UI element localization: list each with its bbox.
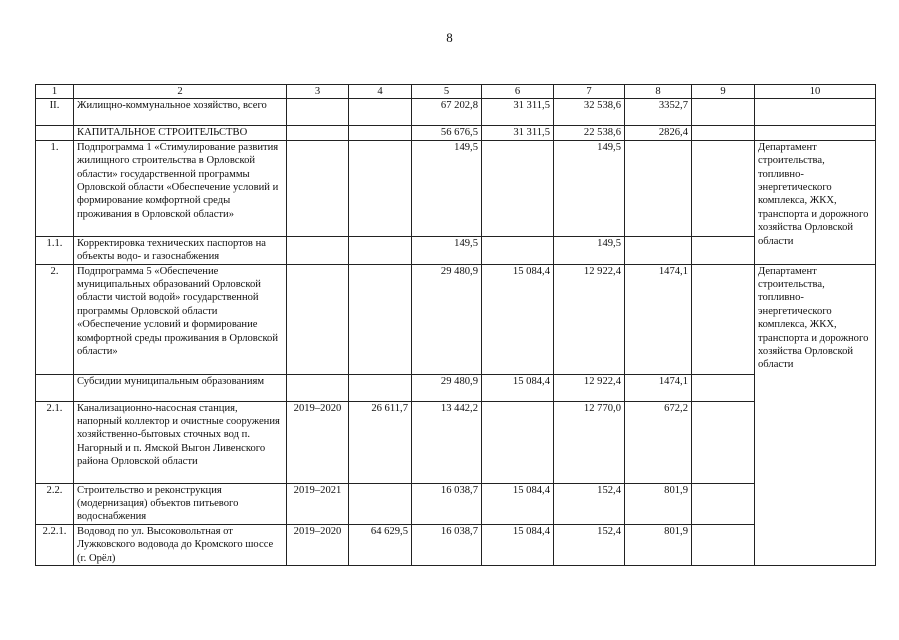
local-cell: 801,9 [625, 524, 692, 565]
regional-cell: 152,4 [554, 483, 625, 524]
local-cell: 2826,4 [625, 126, 692, 140]
local-cell: 1474,1 [625, 264, 692, 374]
total-cell: 13 442,2 [412, 401, 482, 483]
federal-cell: 15 084,4 [482, 483, 554, 524]
executor-cell [755, 126, 876, 140]
item-name-cell: Канализационно-насосная станция, напорный коллектор и очистные сооружения хозяйственно-бытовых сточных вод п. Нагорный и п. Ямской Выгон Ливенского района Орловской области [74, 401, 287, 483]
total-cell: 29 480,9 [412, 374, 482, 401]
column-header: 7 [554, 85, 625, 99]
other-cell [692, 374, 755, 401]
executor-cell: Департамент строительства, топливно-энергетического комплекса, ЖКХ, транспорта и дорожного хозяйства Орловской области [755, 140, 876, 264]
federal-cell: 15 084,4 [482, 524, 554, 565]
row-number-cell [36, 374, 74, 401]
executor-cell [755, 99, 876, 126]
total-cell: 29 480,9 [412, 264, 482, 374]
period-cell [287, 99, 349, 126]
period-cell [287, 236, 349, 264]
table-row [36, 483, 876, 524]
table-row [36, 236, 876, 264]
cost-cell: 26 611,7 [349, 401, 412, 483]
table-row [36, 140, 876, 236]
column-header: 10 [755, 85, 876, 99]
regional-cell: 12 770,0 [554, 401, 625, 483]
item-name-cell: Строительство и реконструкция (модернизация) объектов питьевого водоснабжения [74, 483, 287, 524]
total-cell: 67 202,8 [412, 99, 482, 126]
budget-table [35, 84, 876, 566]
row-number-cell: 2.1. [36, 401, 74, 483]
cost-cell [349, 236, 412, 264]
cost-cell [349, 140, 412, 236]
local-cell [625, 140, 692, 236]
period-cell [287, 126, 349, 140]
row-number-cell: 1.1. [36, 236, 74, 264]
period-cell: 2019–2020 [287, 401, 349, 483]
item-name-cell: Водовод по ул. Высоковольтная от Лужковского водовода до Кромского шоссе (г. Орёл) [74, 524, 287, 565]
regional-cell: 32 538,6 [554, 99, 625, 126]
cost-cell [349, 483, 412, 524]
item-name-cell: Субсидии муниципальным образованиям [74, 374, 287, 401]
other-cell [692, 236, 755, 264]
federal-cell [482, 401, 554, 483]
cost-cell [349, 264, 412, 374]
item-name-cell: Корректировка технических паспортов на объекты водо- и газоснабжения [74, 236, 287, 264]
local-cell: 1474,1 [625, 374, 692, 401]
period-cell [287, 374, 349, 401]
table-row [36, 264, 876, 374]
other-cell [692, 524, 755, 565]
column-header: 1 [36, 85, 74, 99]
row-number-cell: 2. [36, 264, 74, 374]
federal-cell [482, 236, 554, 264]
table-row [36, 99, 876, 126]
federal-cell: 31 311,5 [482, 99, 554, 126]
other-cell [692, 264, 755, 374]
regional-cell: 22 538,6 [554, 126, 625, 140]
column-header: 3 [287, 85, 349, 99]
column-header: 8 [625, 85, 692, 99]
other-cell [692, 99, 755, 126]
item-name-cell: Подпрограмма 1 «Стимулирование развития жилищного строительства в Орловской области» государственной программы Орловской области «Обеспечение условий и формирование комфортной среды проживания в Орловской области» [74, 140, 287, 236]
row-number-cell: 2.2. [36, 483, 74, 524]
column-number-row [36, 85, 876, 99]
column-header: 5 [412, 85, 482, 99]
row-number-cell: 2.2.1. [36, 524, 74, 565]
other-cell [692, 126, 755, 140]
cost-cell [349, 126, 412, 140]
column-header: 6 [482, 85, 554, 99]
item-name-cell: Жилищно-коммунальное хозяйство, всего [74, 99, 287, 126]
other-cell [692, 401, 755, 483]
table-row [36, 524, 876, 565]
local-cell: 801,9 [625, 483, 692, 524]
total-cell: 149,5 [412, 140, 482, 236]
row-number-cell: II. [36, 99, 74, 126]
total-cell: 149,5 [412, 236, 482, 264]
column-header: 9 [692, 85, 755, 99]
federal-cell: 15 084,4 [482, 374, 554, 401]
period-cell: 2019–2020 [287, 524, 349, 565]
other-cell [692, 483, 755, 524]
table-row [36, 374, 876, 401]
row-number-cell [36, 126, 74, 140]
cost-cell [349, 374, 412, 401]
regional-cell: 12 922,4 [554, 374, 625, 401]
regional-cell: 149,5 [554, 236, 625, 264]
column-header: 2 [74, 85, 287, 99]
executor-cell: Департамент строительства, топливно-энергетического комплекса, ЖКХ, транспорта и дорожного хозяйства Орловской области [755, 264, 876, 565]
column-header: 4 [349, 85, 412, 99]
total-cell: 56 676,5 [412, 126, 482, 140]
cost-cell [349, 99, 412, 126]
table-row [36, 401, 876, 483]
other-cell [692, 140, 755, 236]
local-cell [625, 236, 692, 264]
total-cell: 16 038,7 [412, 483, 482, 524]
item-name-cell: Подпрограмма 5 «Обеспечение муниципальных образований Орловской области чистой водой» государственной программы Орловской области «Обеспечение условий и формирование комфортной среды проживания в Орловской области» [74, 264, 287, 374]
item-name-cell: КАПИТАЛЬНОЕ СТРОИТЕЛЬСТВО [74, 126, 287, 140]
regional-cell: 152,4 [554, 524, 625, 565]
local-cell: 672,2 [625, 401, 692, 483]
federal-cell: 31 311,5 [482, 126, 554, 140]
total-cell: 16 038,7 [412, 524, 482, 565]
regional-cell: 149,5 [554, 140, 625, 236]
period-cell [287, 264, 349, 374]
federal-cell: 15 084,4 [482, 264, 554, 374]
period-cell [287, 140, 349, 236]
page-number: 8 [446, 30, 453, 45]
table-row [36, 126, 876, 140]
regional-cell: 12 922,4 [554, 264, 625, 374]
local-cell: 3352,7 [625, 99, 692, 126]
period-cell: 2019–2021 [287, 483, 349, 524]
federal-cell [482, 140, 554, 236]
row-number-cell: 1. [36, 140, 74, 236]
cost-cell: 64 629,5 [349, 524, 412, 565]
